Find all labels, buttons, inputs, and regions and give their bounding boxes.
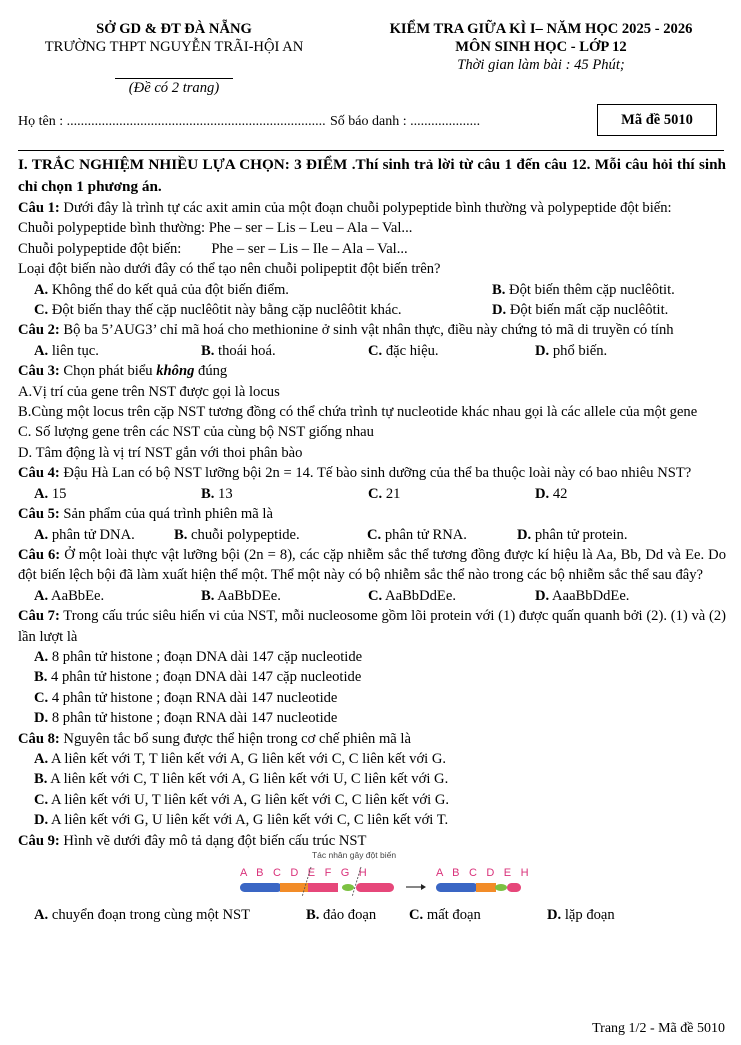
option-a[interactable]: [34, 484, 201, 504]
option-text: đặc hiệu.: [385, 342, 439, 359]
question-8: [18, 729, 726, 749]
option-text: phân tử DNA.: [51, 526, 135, 543]
chromosome-mutation-figure: [18, 850, 726, 923]
question-number: Câu 9:: [18, 832, 60, 849]
chromosome-diagram: [18, 847, 726, 917]
option-b[interactable]: [492, 280, 675, 300]
page-footer: Trang 1/2 - Mã đề 5010: [592, 1021, 725, 1036]
option-letter: C.: [368, 342, 383, 359]
options-list: [18, 749, 726, 831]
option-text: AaaBbDdEe.: [552, 587, 630, 604]
option-text: 8 phân tử histone ; đoạn RNA dài 147 nucleotide: [51, 710, 338, 727]
statement-a[interactable]: A.Vị trí của gene trên NST được gọi là locus: [18, 383, 280, 400]
mutant-chain-row: [18, 239, 726, 259]
department-name: SỞ GD & ĐT ĐÀ NẴNG: [96, 21, 252, 37]
question-1-prompt: Loại đột biến nào dưới đây có thể tạo nên chuỗi polipeptit đột biến trên?: [18, 261, 441, 278]
option-text: phân tử RNA.: [384, 526, 467, 543]
question-1: [18, 198, 726, 218]
duration-line: Thời gian làm bài : 45 Phút;: [457, 57, 625, 73]
header-separator: [18, 150, 724, 151]
option-text: AaBbDdEe.: [385, 587, 456, 604]
mutated-chromosome: [436, 883, 521, 892]
question-text: Ở một loài thực vật lưỡng bội (2n = 8), các cặp nhiễm sắc thể tương đồng được kí hiệu là Aa, Bb, Dd và Ee. Do đột biến lệch bội đã làm xuất hiện thể một. Thể một này có bộ nhiễm sắc thể nào trong các bộ nhiễm sắc thể sau đây?: [18, 546, 726, 584]
option-letter: D.: [492, 302, 507, 319]
option-text: chuỗi polypeptide.: [191, 526, 300, 543]
mutagen-caption: Tác nhân gây đột biến: [311, 850, 397, 860]
option-text: 15: [51, 485, 67, 502]
original-gene-labels: A B C D E F G H: [240, 867, 370, 879]
option-letter: D.: [547, 907, 562, 923]
option-text: mất đoạn: [426, 907, 481, 923]
option-text: 21: [385, 485, 401, 502]
option-letter: D.: [535, 342, 550, 359]
option-text: phân tử protein.: [534, 526, 628, 543]
exam-content: [18, 154, 726, 925]
option-letter: A.: [34, 281, 49, 298]
option-letter: C.: [367, 526, 382, 543]
option-text: 8 phân tử histone ; đoạn DNA dài 147 cặp nucleotide: [51, 648, 363, 665]
mutated-gene-labels: A B C D E H: [436, 867, 532, 879]
option-text: thoái hoá.: [218, 342, 276, 359]
option-letter: B.: [34, 771, 48, 788]
question-number: Câu 1:: [18, 200, 60, 216]
school-block: [14, 20, 334, 97]
question-text: Hình vẽ dưới đây mô tả dạng đột biến cấu trúc NST: [59, 832, 367, 849]
question-number: Câu 6:: [18, 546, 61, 563]
option-letter: B.: [174, 526, 188, 543]
option-text: 13: [218, 485, 233, 502]
mutant-chain-label: Chuỗi polypeptide đột biến:: [18, 240, 182, 257]
question-number: Câu 3:: [18, 363, 60, 380]
option-letter: C.: [368, 587, 383, 604]
question-text: Nguyên tắc bổ sung được thể hiện trong cơ chế phiên mã là: [59, 730, 411, 747]
question-text: Bộ ba 5’AUG3’ chỉ mã hoá cho methionine ở sinh vật nhân thực, điều này chứng tỏ mã di truyền có tính: [59, 322, 674, 339]
option-text: đảo đoạn: [323, 907, 377, 923]
exam-header: [0, 0, 741, 150]
original-chromosome: [240, 883, 394, 892]
option-letter: D.: [34, 710, 49, 727]
option-letter: D.: [535, 485, 550, 502]
options-row: [18, 586, 726, 606]
statement-d[interactable]: D. Tâm động là vị trí NST gắn với thoi phân bào: [18, 444, 303, 461]
header-divider: [115, 78, 233, 79]
option-text: phổ biến.: [552, 342, 608, 359]
option-text: A liên kết với G, U liên kết với A, G liên kết với C, C liên kết với T.: [51, 812, 449, 829]
option-b[interactable]: [201, 341, 368, 361]
question-4: [18, 463, 726, 483]
option-letter: A.: [34, 907, 49, 923]
option-text: A liên kết với T, T liên kết với A, G liên kết với C, C liên kết với G.: [51, 750, 447, 767]
option-letter: C.: [409, 907, 424, 923]
option-letter: C.: [34, 791, 49, 808]
option-d[interactable]: [492, 300, 668, 320]
question-6: [18, 545, 726, 586]
option-d[interactable]: [18, 708, 726, 728]
statement-b[interactable]: B.Cùng một locus trên cặp NST tương đồng có thể chứa trình tự nucleotide khác nhau gọi là các allele của một gene: [18, 404, 698, 421]
option-c[interactable]: [18, 790, 726, 810]
option-text: 4 phân tử histone ; đoạn DNA dài 147 cặp nucleotide: [51, 669, 362, 686]
option-text: A liên kết với U, T liên kết với A, G liên kết với C, C liên kết với G.: [51, 791, 450, 808]
question-text: Chọn phát biểu: [59, 363, 157, 380]
option-c[interactable]: [367, 525, 517, 545]
school-name: TRƯỜNG THPT NGUYỄN TRÃI-HỘI AN: [44, 39, 304, 55]
question-text: Đậu Hà Lan có bộ NST lưỡng bội 2n = 14. Tế bào sinh dưỡng của thể ba thuộc loài này có bao nhiêu NST?: [59, 465, 692, 482]
option-a[interactable]: [18, 647, 726, 667]
option-text: Đột biến thêm cặp nuclêôtit.: [509, 281, 675, 298]
option-b[interactable]: [18, 769, 726, 789]
option-a[interactable]: [34, 341, 201, 361]
question-number: Câu 2:: [18, 322, 60, 339]
option-text: Đột biến mất cặp nuclêôtit.: [509, 302, 669, 319]
exam-title: KIỂM TRA GIỮA KÌ I– NĂM HỌC 2025 - 2026: [389, 21, 693, 37]
option-text: AaBbEe.: [51, 587, 105, 604]
option-a[interactable]: [34, 525, 174, 545]
option-a[interactable]: [34, 280, 492, 300]
question-text-end: đúng: [194, 363, 228, 380]
option-letter: C.: [34, 302, 49, 319]
option-text: Không thể do kết quả của đột biến điểm.: [51, 281, 289, 298]
section-title: I. TRẮC NGHIỆM NHIỀU LỰA CHỌN: 3 ĐIỂM .Thí sinh trả lời từ câu 1 đến câu 12. Mỗi câu hỏi thí sinh chỉ chọn 1 phương án.: [18, 156, 726, 195]
option-letter: A.: [34, 526, 49, 543]
options-row: [18, 484, 726, 504]
mutant-chain: Phe – ser – Lis – Ile – Ala – Val...: [211, 240, 408, 257]
subject-line: MÔN SINH HỌC - LỚP 12: [455, 39, 627, 55]
question-number: Câu 4:: [18, 465, 60, 482]
options-row: [18, 300, 726, 320]
question-number: Câu 7:: [18, 608, 60, 625]
option-text: A liên kết với C, T liên kết với A, G liên kết với U, C liên kết với G.: [50, 771, 449, 788]
options-row: [18, 341, 726, 361]
option-letter: A.: [34, 648, 49, 665]
option-d[interactable]: [535, 484, 702, 504]
option-c[interactable]: [368, 484, 535, 504]
normal-chain-label: Chuỗi polypeptide bình thường:: [18, 220, 206, 237]
option-letter: B.: [201, 342, 215, 359]
option-letter: B.: [306, 907, 320, 923]
question-text: Dưới đây là trình tự các axit amin của một đoạn chuỗi polypeptide bình thường và polypeptide đột biến:: [59, 200, 672, 216]
option-d[interactable]: [18, 810, 726, 830]
option-a[interactable]: [18, 749, 726, 769]
option-b[interactable]: [174, 525, 367, 545]
option-text: lặp đoạn: [564, 907, 615, 923]
question-number: Câu 8:: [18, 730, 60, 747]
options-list: [18, 647, 726, 729]
exam-code-box: Mã đề 5010: [597, 104, 717, 136]
student-name-field[interactable]: Họ tên : ..........................................................................: [18, 114, 326, 129]
option-b[interactable]: [18, 667, 726, 687]
option-letter: C.: [34, 689, 49, 706]
option-text: AaBbDEe.: [217, 587, 281, 604]
option-text: liên tục.: [51, 342, 99, 359]
options-row: [18, 525, 726, 545]
option-text: chuyển đoạn trong cùng một NST: [51, 907, 251, 923]
option-a[interactable]: [34, 586, 201, 606]
option-d[interactable]: [517, 525, 627, 545]
normal-chain-row: [18, 218, 726, 238]
option-letter: B.: [201, 587, 215, 604]
option-d[interactable]: [535, 586, 702, 606]
option-letter: D.: [535, 587, 550, 604]
normal-chain: Phe – ser – Lis – Leu – Ala – Val...: [205, 220, 413, 237]
option-letter: A.: [34, 587, 49, 604]
question-text: Trong cấu trúc siêu hiển vi của NST, mỗi nucleosome gồm lõi protein với (1) được quấn quanh bởi (2). (1) và (2) lần lượt là: [18, 608, 726, 645]
pages-note: (Đề có 2 trang): [128, 80, 220, 96]
option-letter: B.: [34, 669, 48, 686]
option-letter: B.: [201, 485, 215, 502]
option-letter: D.: [517, 526, 532, 543]
option-letter: C.: [368, 485, 383, 502]
statement-c[interactable]: C. Số lượng gene trên các NST của cùng bộ NST giống nhau: [18, 424, 374, 441]
option-b[interactable]: [201, 586, 368, 606]
option-d[interactable]: [535, 341, 702, 361]
question-number: Câu 5:: [18, 506, 60, 523]
question-text: Sản phẩm của quá trình phiên mã là: [59, 506, 273, 523]
option-text: 4 phân tử histone ; đoạn RNA dài 147 nucleotide: [51, 689, 338, 706]
student-id-field[interactable]: Số báo danh : ....................: [330, 114, 481, 129]
question-7: [18, 606, 726, 647]
option-c[interactable]: [368, 341, 535, 361]
option-letter: B.: [492, 281, 506, 298]
option-c[interactable]: [368, 586, 535, 606]
option-c[interactable]: [34, 300, 492, 320]
option-text: Đột biến thay thế cặp nuclêôtit này bằng cặp nuclêôtit khác.: [51, 302, 402, 319]
option-b[interactable]: [201, 484, 368, 504]
option-text: 42: [552, 485, 568, 502]
question-2: [18, 320, 726, 340]
emphasis-word: không: [156, 363, 195, 380]
arrow-icon: [421, 884, 426, 890]
option-letter: A.: [34, 342, 49, 359]
option-letter: D.: [34, 812, 49, 829]
options-row: [18, 280, 726, 300]
option-c[interactable]: [18, 688, 726, 708]
question-3: [18, 361, 726, 381]
question-5: [18, 504, 726, 524]
exam-info-block: [350, 20, 732, 74]
option-letter: A.: [34, 485, 49, 502]
option-letter: A.: [34, 750, 49, 767]
